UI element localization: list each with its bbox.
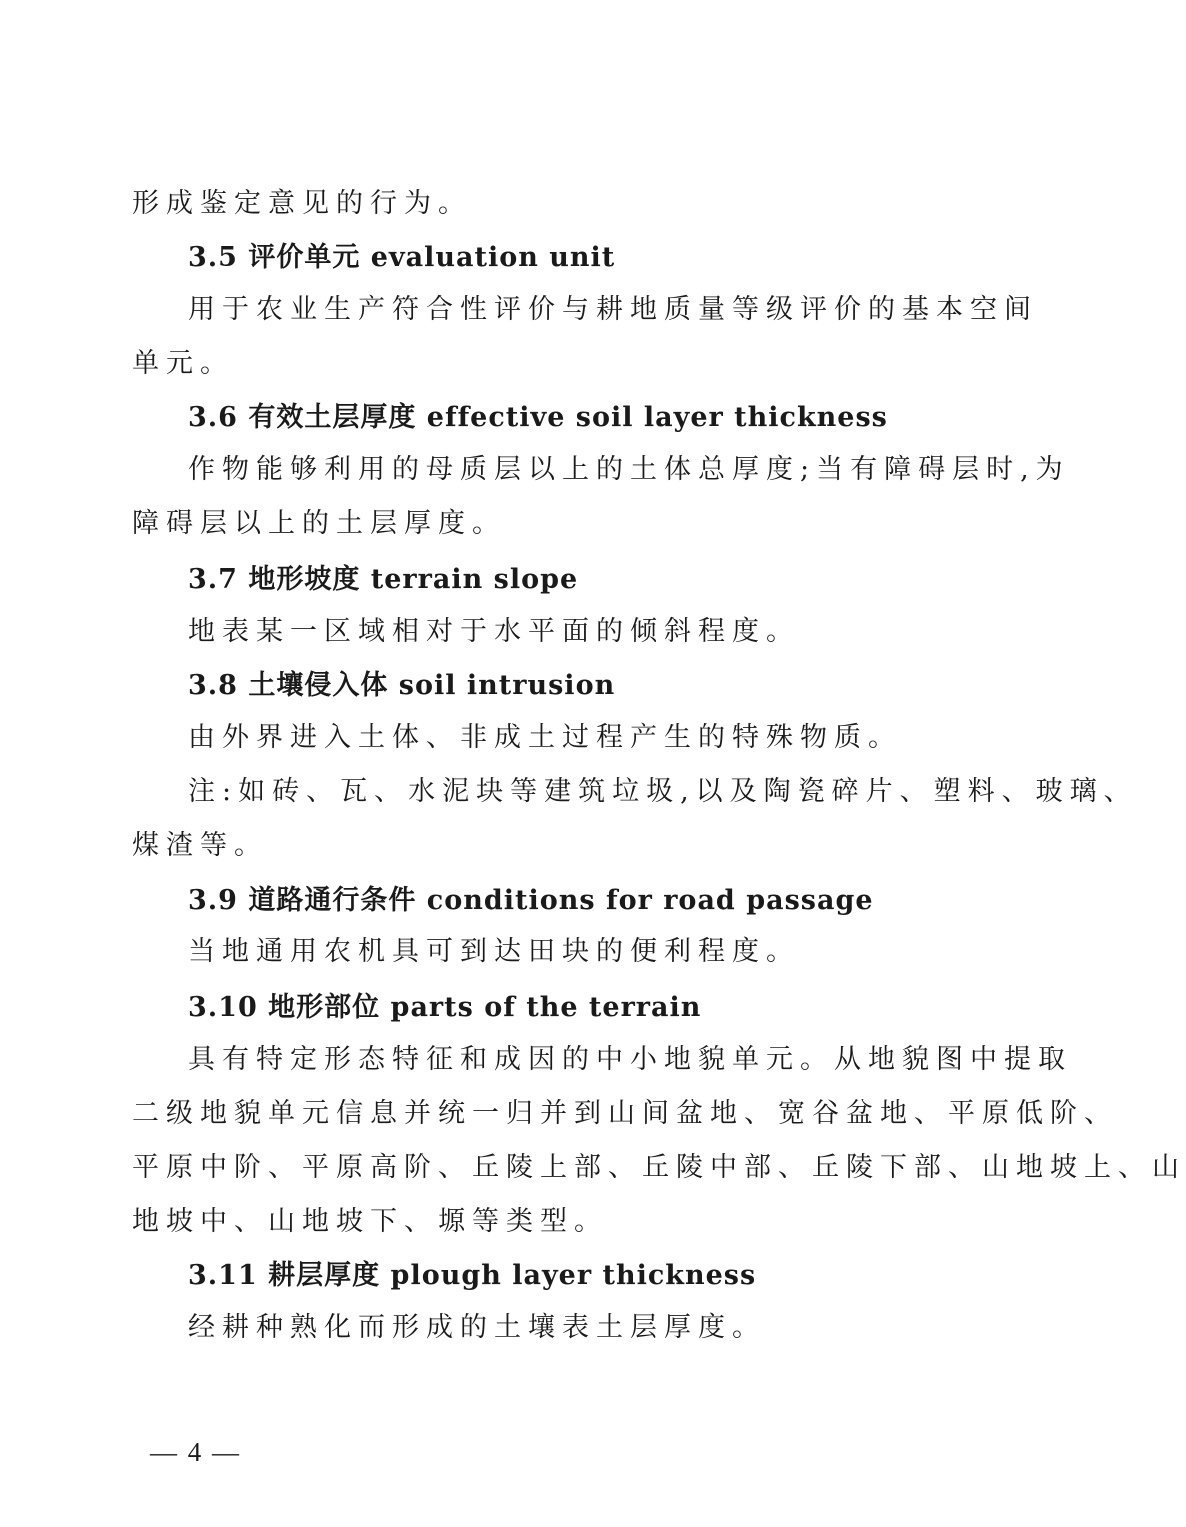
page-number: — 4 — <box>150 1437 241 1467</box>
note-text-line: 煤渣等。 <box>132 830 268 861</box>
section-heading-3-8: 3.8 土壤侵入体 soil intrusion <box>188 670 616 701</box>
section-heading-3-9: 3.9 道路通行条件 conditions for road passage <box>188 885 874 916</box>
section-heading-3-6: 3.6 有效土层厚度 effective soil layer thickness <box>188 402 888 433</box>
body-text-line: 经耕种熟化而形成的土壤表土层厚度。 <box>188 1312 766 1343</box>
body-text-line: 具有特定形态特征和成因的中小地貌单元。从地貌图中提取 <box>188 1044 1072 1075</box>
body-text-line: 地表某一区域相对于水平面的倾斜程度。 <box>188 616 800 647</box>
body-text-line: 当地通用农机具可到达田块的便利程度。 <box>188 936 800 967</box>
body-text-line: 二级地貌单元信息并统一归并到山间盆地、宽谷盆地、平原低阶、 <box>132 1098 1118 1129</box>
body-text-line: 障碍层以上的土层厚度。 <box>132 508 506 539</box>
body-text-line: 由外界进入土体、非成土过程产生的特殊物质。 <box>188 722 902 753</box>
section-heading-3-10: 3.10 地形部位 parts of the terrain <box>188 992 702 1023</box>
body-text-line: 形成鉴定意见的行为。 <box>132 188 472 219</box>
section-heading-3-5: 3.5 评价单元 evaluation unit <box>188 242 616 273</box>
body-text-line: 平原中阶、平原高阶、丘陵上部、丘陵中部、丘陵下部、山地坡上、山 <box>132 1152 1186 1183</box>
section-heading-3-11: 3.11 耕层厚度 plough layer thickness <box>188 1260 757 1291</box>
section-heading-3-7: 3.7 地形坡度 terrain slope <box>188 564 579 595</box>
body-text-line: 地坡中、山地坡下、塬等类型。 <box>132 1206 608 1237</box>
body-text-line: 作物能够利用的母质层以上的土体总厚度;当有障碍层时,为 <box>188 454 1070 485</box>
body-text-line: 单元。 <box>132 348 234 379</box>
body-text-line: 用于农业生产符合性评价与耕地质量等级评价的基本空间 <box>188 294 1038 325</box>
note-text-line: 注:如砖、瓦、水泥块等建筑垃圾,以及陶瓷碎片、塑料、玻璃、 <box>188 776 1138 807</box>
